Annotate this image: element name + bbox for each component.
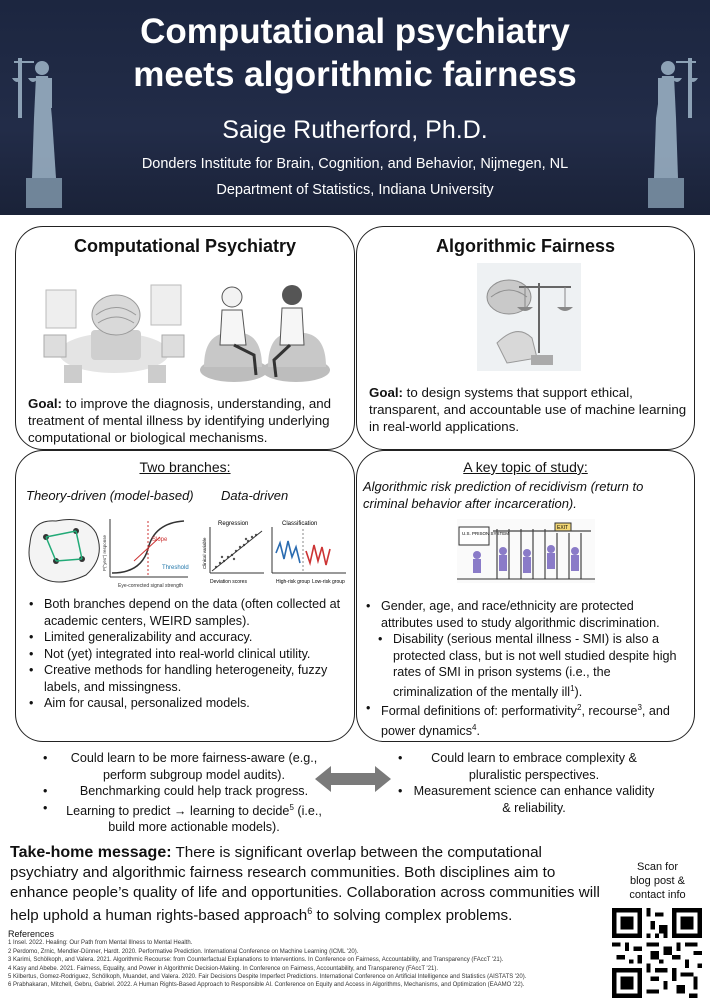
fig-low-risk-label: Low-risk group [312, 579, 345, 585]
affiliation-1: Donders Institute for Brain, Cognition, and Behavior, Nijmegen, NL [141, 156, 569, 172]
bullet3-b: , recourse [581, 704, 638, 719]
computational-psychiatry-bullets [26, 596, 348, 712]
list-item: • Both branches depend on the data (often collected at academic centers, WEIRD samples). [26, 596, 348, 629]
learn-l3-a: Learning to predict [66, 803, 174, 818]
fig-slope-label: Slope [152, 537, 168, 543]
reference-item: 5 Kilbertus, Gomez-Rodriguez, Schölkoph, Muandet, and Valera. 2020. Fair Decisions Despite Imperfect Predictions. International Conference on Artificial Intelligence and Statistics (AISTATS '20). [8, 974, 527, 981]
take-home-label: Take-home message: [10, 844, 172, 861]
list-item: • Not (yet) integrated into real-world clinical utility. [26, 646, 348, 663]
reference-item: 6 Prabhakaran, Mitchell, Gebru, Gabriel. 2022. A Human Rights-Based Approach to Responsible AI. Conference on Equity and Access in Algorithms, Mechanisms, and Optimization (EAAMO '22). [8, 982, 525, 989]
list-item: • Could learn to be more fairness-aware (e.g., perform subgroup model audits). [40, 750, 330, 783]
two-branches-title: Two branches: [139, 459, 231, 475]
ref-sup-3: 3 [637, 703, 642, 713]
right-arrow-icon: → [173, 803, 187, 818]
learn-right-list [395, 750, 655, 816]
key-topic-panel [356, 450, 695, 742]
list-item: • Measurement science can enhance validity & reliability. [395, 783, 655, 816]
take-home-message [10, 843, 600, 926]
theory-driven-figure [26, 513, 191, 591]
list-item: • Benchmarking could help track progress. [40, 783, 330, 800]
take-home-text-end: to solving complex problems. [312, 907, 513, 925]
references [8, 930, 608, 990]
ref-sup-4: 4 [472, 722, 477, 732]
ref-sup-5: 5 [289, 802, 294, 812]
ref-sup-1: 1 [570, 683, 575, 693]
affiliation-2: Department of Statistics, Indiana University [216, 182, 494, 198]
therapy-session-illustration [194, 275, 334, 390]
ref-sup-2: 2 [576, 703, 582, 713]
fig-xlabel: Eye-corrected signal strength [118, 583, 184, 589]
fig-ylabel: P("yes") response [102, 535, 107, 571]
bullet3-a: Formal definitions of: performativity [381, 704, 577, 719]
learn-left-list [40, 750, 330, 836]
goal-text: to improve the diagnosis, understanding, and treatment of mental illness by identifying underlying computational or biological mechanisms. [28, 396, 332, 445]
reference-item: 3 Karimi, Schölkoph, and Valera. 2021. Algorithmic Recourse: from Counterfactual Explanations to Interventions. In Conference on Fairness, Accountability, and Transparency (FAccT '21). [8, 957, 504, 964]
list-item [40, 800, 330, 836]
algorithmic-fairness-goal [369, 384, 687, 435]
list-item [363, 631, 689, 700]
scan-caption [610, 860, 705, 902]
double-arrow-icon [315, 764, 391, 794]
fig-deviation-label: Deviation scores [210, 579, 247, 585]
prison-system-illustration [457, 519, 595, 583]
fig-threshold-label: Threshold [162, 565, 189, 571]
branch-data-driven: Data-driven [221, 488, 289, 503]
list-item: • Gender, age, and race/ethnicity are protected attributes used to study algorithmic discrimination. [363, 598, 689, 631]
scan-line-2: blog post & [629, 875, 686, 887]
learn-l3-b: learning to decide [186, 803, 290, 818]
bullet3-c: , and power dynamics [381, 704, 670, 739]
list-item [363, 700, 689, 739]
fig-clinical-label: Clinical variable [202, 537, 207, 569]
two-branches-panel [15, 450, 355, 742]
reference-item: 1 Insel. 2022. Healing: Our Path from Mental Illness to Mental Health. [8, 940, 193, 947]
list-item: • Aim for causal, personalized models. [26, 695, 348, 712]
data-driven-figure [200, 517, 348, 589]
poster-header [0, 0, 710, 215]
computational-psychiatry-title: Computational Psychiatry [73, 236, 297, 256]
goal-label: Goal: [28, 396, 62, 411]
ref-sup-6: 6 [307, 906, 313, 917]
list-item: • Could learn to embrace complexity & pluralistic perspectives. [395, 750, 655, 783]
goal-text: to design systems that support ethical, transparent, and accountable use of machine learning in real-world applications. [369, 385, 687, 434]
references-heading: References [8, 929, 55, 939]
list-item: • Creative methods for handling heterogeneity, fuzzy labels, and missingness. [26, 662, 348, 695]
title-line-2: meets algorithmic fairness [133, 55, 577, 94]
computational-psychiatry-panel [15, 226, 355, 450]
bullet3-d: . [476, 724, 480, 739]
bullet2-text: Disability (serious mental illness - SMI) is also a protected class, but is not well studied despite high rates of SMI in prison systems (i.e., the criminalization of the mentally ill [393, 632, 677, 699]
algorithmic-fairness-title: Algorithmic Fairness [435, 236, 616, 256]
goal-label: Goal: [369, 385, 403, 400]
fig-high-risk-label: High-risk group [276, 579, 310, 585]
branch-theory-driven: Theory-driven (model-based) [26, 488, 194, 503]
robot-hand-scale-illustration [477, 263, 581, 371]
learn-l3-c: (i.e., build more actionable models). [108, 803, 322, 835]
reference-item: 4 Kasy and Abebe. 2021. Fairness, Equality, and Power in Algorithmic Decision-Making. In Conference on Fairness, Accountability, and Transparency (FAccT '21). [8, 965, 439, 972]
scan-line-3: contact info [629, 889, 686, 901]
bullet2-end: ). [574, 684, 583, 699]
reference-item: 2 Perdomo, Zrnic, Mendler-Dünner, Hardt. 2020. Performative Prediction. International Conference on Machine Learning (ICML '20). [8, 948, 359, 955]
fig-regression-label: Regression [218, 521, 249, 527]
list-item: • Limited generalizability and accuracy. [26, 629, 348, 646]
take-home-text: There is significant overlap between the computational psychiatry and algorithmic fairness research communities. Both disciplines aim to enhance people’s quality of life and opportunities. Collaboration across communities will help uphold a human rights-based approach [10, 844, 600, 925]
algorithmic-fairness-bullets [363, 598, 689, 740]
scan-line-1: Scan for [637, 861, 678, 873]
key-topic-text: Algorithmic risk prediction of recidivism (return to criminal behavior after incarceration). [363, 479, 644, 511]
fig-classification-label: Classification [282, 521, 318, 527]
title-line-1: Computational psychiatry [140, 12, 570, 51]
algorithmic-fairness-panel [356, 226, 695, 450]
computational-psychiatry-goal [28, 395, 346, 446]
brain-data-illustration [36, 275, 191, 390]
key-topic-title: A key topic of study: [463, 459, 588, 475]
qr-code-icon[interactable] [612, 908, 702, 998]
fig-prison-sign: U.S. PRISON SYSTEM [462, 531, 510, 536]
fig-exit-sign: EXIT [557, 525, 569, 531]
poster-title [0, 10, 710, 96]
author-name: Saige Rutherford, Ph.D. [222, 116, 488, 144]
